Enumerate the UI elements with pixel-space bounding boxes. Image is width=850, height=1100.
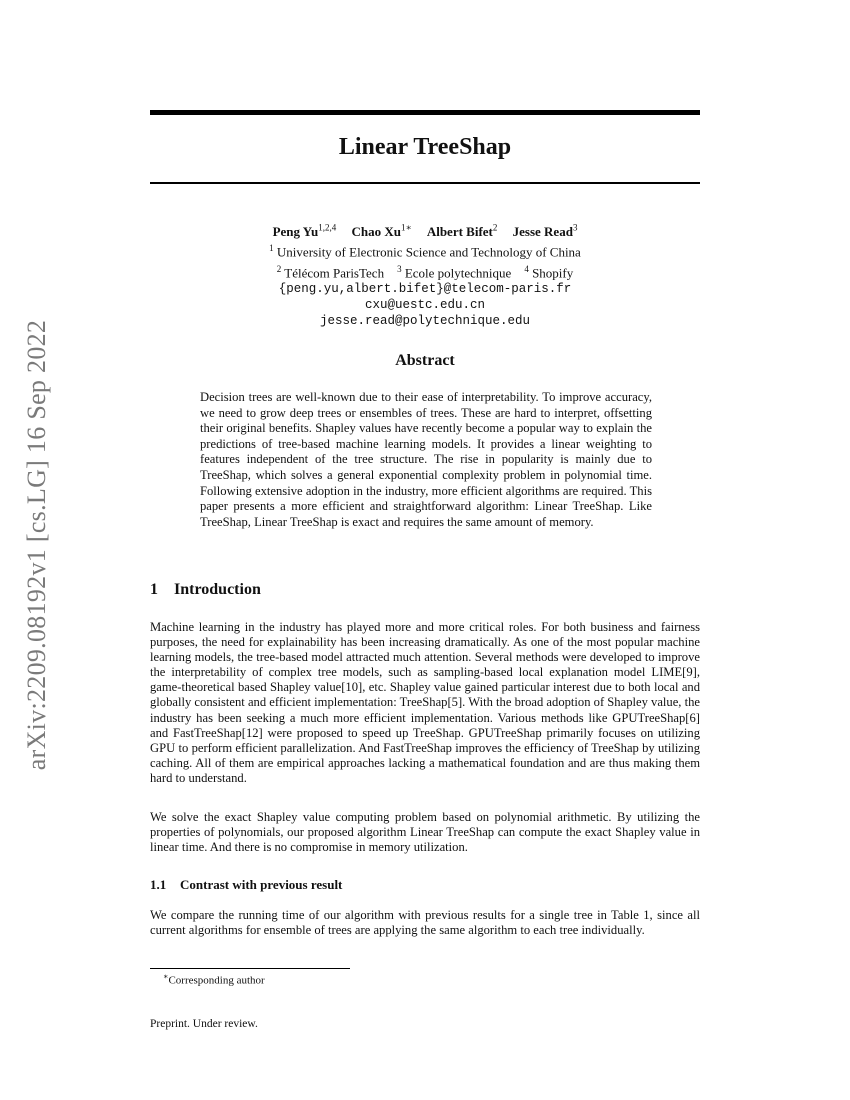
footnote-rule (150, 968, 350, 969)
title-rule-bottom (150, 182, 700, 184)
author-names (150, 220, 700, 240)
intro-paragraph: Machine learning in the industry has played more and more critical roles. For both business and fairness purposes, the need for explainability has been increasing dramatically. As one of the most popular machine learning models, the tree-based model attracted much attention. Several methods were developed to improve the interpretability of complex tree models, such as sampling-based local explanation model LIME[9], game-theoretical based Shapley value[10], etc. Shapley value gained particular interest due to both local and globally consistent and efficient implementation: TreeShap[5]. With the broad adoption of Shapley value, the industry has been seeking a much more efficient implementation. Various methods like GPUTreeShap[6] and FastTreeShap[12] were proposed to speed up TreeShap. GPUTreeShap primarily focuses on utilizing GPU to perform efficient parallelization. And FastTreeShap improves the efficiency of TreeShap by utilizing caching. All of them are empirical approaches lacking a mathematical foundation and are thus making them hard to understand. (150, 620, 700, 785)
arxiv-identifier: arXiv:2209.08192v1 [cs.LG] 16 Sep 2022 (22, 319, 51, 771)
contrast-paragraph: We compare the running time of our algorithm with previous results for a single tree in Table 1, since all current algorithms for ensemble of trees are applying the same algorithm to each tree individually. (150, 908, 700, 938)
author: Chao $Xu^{1∗}$ (351, 223, 412, 240)
subsection-heading: 1.1 Contrast with previous result (150, 877, 343, 892)
author: Jesse Read$^3$ (512, 223, 578, 240)
author: Peng Yu$^{1,2,4}$ (272, 223, 337, 240)
author-email: cxu@uestc.edu.cn (364, 297, 486, 312)
author: Albert Bifet$^2$ (426, 223, 498, 240)
abstract-heading: Abstract (395, 352, 455, 369)
footnote: ∗Corresponding author (163, 972, 265, 987)
intro-paragraph: We solve the exact Shapley value computing problem based on polynomial arithmetic. By utilizing the properties of polynomials, our proposed algorithm Linear TreeShap can compute the exact Shapley value in linear time. And there is no compromise in memory utilization. (150, 810, 700, 855)
title-rule-top (150, 110, 700, 115)
affiliation-line: $^2$ Télécom ParisTech $^3$ Ecole polytechnique $^4$ Shopify (276, 263, 574, 280)
author-block (150, 220, 700, 329)
abstract-text: Decision trees are well-known due to their ease of interpretability. To improve accuracy, we need to grow deep trees or ensembles of trees. These are hard to interpret, offsetting their original benefits. Shapley values have recently become a popular way to explain the predictions of tree-based machine learning models. It provides a linear weighting to features independent of the tree structure. The rise in popularity is mainly due to TreeShap, which solves a general exponential complexity problem in polynomial time. Following extensive adoption in the industry, more efficient algorithms are required. This paper presents a more efficient and straightforward algorithm: Linear TreeShap. Like TreeShap, Linear TreeShap is exact and requires the same amount of memory. (200, 390, 652, 529)
affiliation-line: $^1$ University of Electronic Science and Technology of China (269, 243, 581, 260)
preprint-note: Preprint. Under review. (150, 1018, 258, 1030)
author-email: jesse.read@polytechnique.edu (319, 313, 531, 328)
author-email: {peng.yu,albert.bifet}@telecom-paris.fr (278, 281, 572, 296)
arxiv-stamp (0, 0, 60, 1100)
section-heading: 1 Introduction (150, 581, 261, 598)
paper-title: Linear TreeShap (338, 134, 512, 160)
